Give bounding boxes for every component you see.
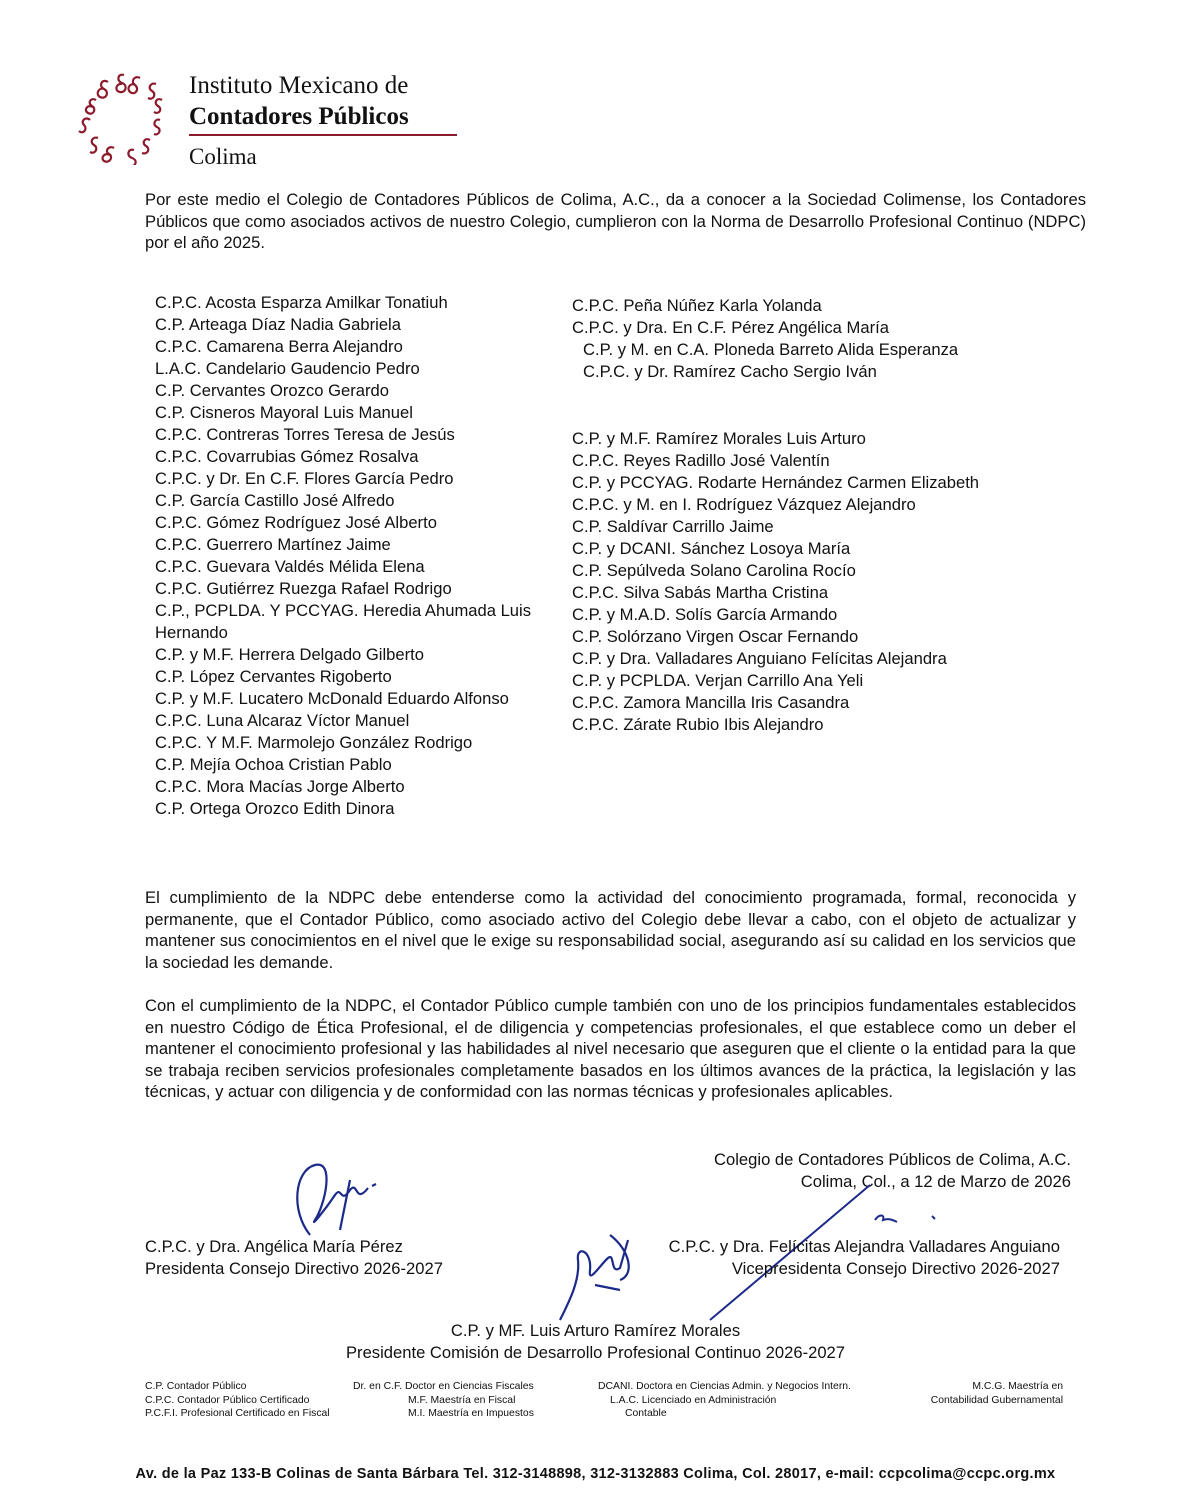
ndpc-definition-paragraph: El cumplimiento de la NDPC debe entenderse como la actividad del conocimiento programada, formal, reconocida y permanente, que el Contador Público, como asociado activo del Colegio debe llevar a cabo, con el objeto de actualizar y mantener sus conocimientos en el nivel que le exige su responsabilidad social, asegurando así su calidad en los servicios que la sociedad les demande. — [145, 888, 1076, 972]
signature-1-icon — [280, 1150, 390, 1245]
abbreviations-col-1 — [145, 1380, 330, 1421]
signatory-president — [145, 1236, 443, 1280]
member-name: C.P. y M.F. Ramírez Morales Luis Arturo — [572, 429, 866, 448]
signatory-name: C.P.C. y Dra. Felícitas Alejandra Valladares Anguiano — [668, 1237, 1060, 1256]
member-name: C.P. y M. en C.A. Ploneda Barreto Alida Esperanza — [583, 340, 959, 359]
member-name: C.P.C. y Dr. En C.F. Flores García Pedro — [155, 469, 454, 488]
abbreviation: Contabilidad Gubernamental — [930, 1394, 1063, 1406]
members-left-column — [155, 292, 555, 820]
member-name: C.P. y M.F. Lucatero McDonald Eduardo Alfonso — [155, 689, 509, 708]
abbreviations-col-3 — [598, 1380, 851, 1421]
signatory-commission-president — [0, 1320, 1191, 1364]
member-name: C.P., PCPLDA. Y PCCYAG. Heredia Ahumada Luis Hernando — [155, 601, 532, 642]
member-name: C.P.C. Mora Macías Jorge Alberto — [155, 777, 405, 796]
abbreviation: C.P. Contador Público — [145, 1381, 247, 1392]
abbreviation: L.A.C. Licenciado en Administración — [610, 1394, 777, 1406]
member-name: C.P.C. Zamora Mancilla Iris Casandra — [572, 693, 850, 712]
member-name: C.P.C. Luna Alcaraz Víctor Manuel — [155, 711, 410, 730]
member-name: L.A.C. Candelario Gaudencio Pedro — [155, 359, 420, 378]
member-name: C.P. Arteaga Díaz Nadia Gabriela — [155, 315, 401, 334]
member-name: C.P.C. Y M.F. Marmolejo González Rodrigo — [155, 733, 473, 752]
institute-name-line1: Instituto Mexicano de — [189, 72, 409, 99]
members-right-column-bottom — [572, 428, 979, 736]
abbreviation: M.I. Maestría en Impuestos — [408, 1408, 534, 1419]
member-name: C.P.C. Silva Sabás Martha Cristina — [572, 583, 829, 602]
member-name: C.P. López Cervantes Rigoberto — [155, 667, 392, 686]
member-name: C.P.C. Guerrero Martínez Jaime — [155, 535, 391, 554]
member-name: C.P.C. Contreras Torres Teresa de Jesús — [155, 425, 455, 444]
abbreviation: DCANI. Doctora en Ciencias Admin. y Negocios Intern. — [598, 1381, 851, 1392]
organization-name: Colegio de Contadores Públicos de Colima, A.C. — [714, 1150, 1071, 1169]
institute-chapter: Colima — [189, 144, 257, 169]
member-name: C.P. y PCCYAG. Rodarte Hernández Carmen Elizabeth — [572, 473, 980, 492]
abbreviation: M.F. Maestría en Fiscal — [408, 1394, 516, 1406]
place-date: Colima, Col., a 12 de Marzo de 2026 — [800, 1172, 1071, 1191]
abbreviation: P.C.F.I. Profesional Certificado en Fiscal — [145, 1408, 330, 1419]
member-name: C.P. y DCANI. Sánchez Losoya María — [572, 539, 851, 558]
abbreviation: C.P.C. Contador Público Certificado — [145, 1394, 310, 1406]
member-name: C.P. Cervantes Orozco Gerardo — [155, 381, 389, 400]
members-right-column-top — [572, 295, 958, 383]
member-name: C.P. Solórzano Virgen Oscar Fernando — [572, 627, 859, 646]
member-name: C.P. Saldívar Carrillo Jaime — [572, 517, 774, 536]
member-name: C.P. Ortega Orozco Edith Dinora — [155, 799, 395, 818]
signatory-name: C.P.C. y Dra. Angélica María Pérez — [145, 1237, 403, 1256]
intro-paragraph: Por este medio el Colegio de Contadores Públicos de Colima, A.C., da a conocer a la Sociedad Colimense, los Contadores Públicos que como asociados activos de nuestro Colegio, cumplieron con la Norma de Desarrollo Profesional Continuo (NDPC) por el año 2025. — [145, 190, 1086, 253]
member-name: C.P.C. y M. en I. Rodríguez Vázquez Alejandro — [572, 495, 916, 514]
member-name: C.P. Sepúlveda Solano Carolina Rocío — [572, 561, 856, 580]
member-name: C.P.C. Camarena Berra Alejandro — [155, 337, 403, 356]
member-name: C.P. García Castillo José Alfredo — [155, 491, 395, 510]
signatory-vicepresident — [669, 1236, 1060, 1280]
member-name: C.P.C. Covarrubias Gómez Rosalva — [155, 447, 419, 466]
member-name: C.P. y M.A.D. Solís García Armando — [572, 605, 838, 624]
signatory-role: Vicepresidenta Consejo Directivo 2026-2027 — [731, 1259, 1060, 1278]
abbreviations-col-4 — [931, 1380, 1063, 1407]
abbreviations-col-2 — [353, 1380, 534, 1421]
member-name: C.P. y Dra. Valladares Anguiano Felícitas Alejandra — [572, 649, 947, 668]
signatory-role: Presidenta Consejo Directivo 2026-2027 — [145, 1259, 443, 1278]
member-name: C.P.C. Gutiérrez Ruezga Rafael Rodrigo — [155, 579, 452, 598]
footer-address: Av. de la Paz 133-B Colinas de Santa Bárbara Tel. 312-3148898, 312-3132883 Colima, Col. 28017, e-mail: ccpcolima@ccpc.org.mx — [135, 1466, 1056, 1482]
institute-logo-icon — [78, 70, 178, 165]
ndpc-ethics-paragraph: Con el cumplimiento de la NDPC, el Contador Público cumple también con uno de los principios fundamentales establecidos en nuestro Código de Ética Profesional, el de diligencia y competencias profesionales, el que establece como un deber el mantener el conocimiento profesional y las habilidades al nivel necesario que aseguren que el cliente o la entidad para la que se trabaja reciben servicios profesionales completamente basados en los últimos avances de la práctica, la legislación y las técnicas, y actuar con diligencia y de conformidad con las normas técnicas y profesionales aplicables. — [145, 996, 1076, 1102]
member-name: C.P.C. Peña Núñez Karla Yolanda — [572, 296, 822, 315]
institute-name-line2: Contadores Públicos — [189, 103, 409, 130]
member-name: C.P. Cisneros Mayoral Luis Manuel — [155, 403, 413, 422]
member-name: C.P.C. y Dr. Ramírez Cacho Sergio Iván — [583, 362, 877, 381]
abbreviation: Dr. en C.F. Doctor en Ciencias Fiscales — [353, 1381, 534, 1392]
member-name: C.P. y PCPLDA. Verjan Carrillo Ana Yeli — [572, 671, 864, 690]
header-rule — [189, 134, 457, 136]
abbreviation: M.C.G. Maestría en — [972, 1381, 1063, 1392]
signatory-name: C.P. y MF. Luis Arturo Ramírez Morales — [450, 1321, 741, 1340]
signatory-role: Presidente Comisión de Desarrollo Profesional Continuo 2026-2027 — [345, 1343, 846, 1362]
member-name: C.P.C. Zárate Rubio Ibis Alejandro — [572, 715, 824, 734]
member-name: C.P. y M.F. Herrera Delgado Gilberto — [155, 645, 424, 664]
abbreviation: Contable — [625, 1408, 667, 1419]
member-name: C.P.C. Gómez Rodríguez José Alberto — [155, 513, 437, 532]
member-name: C.P. Mejía Ochoa Cristian Pablo — [155, 755, 392, 774]
member-name: C.P.C. Guevara Valdés Mélida Elena — [155, 557, 425, 576]
member-name: C.P.C. Acosta Esparza Amilkar Tonatiuh — [155, 293, 448, 312]
member-name: C.P.C. Reyes Radillo José Valentín — [572, 451, 830, 470]
member-name: C.P.C. y Dra. En C.F. Pérez Angélica María — [572, 318, 889, 337]
